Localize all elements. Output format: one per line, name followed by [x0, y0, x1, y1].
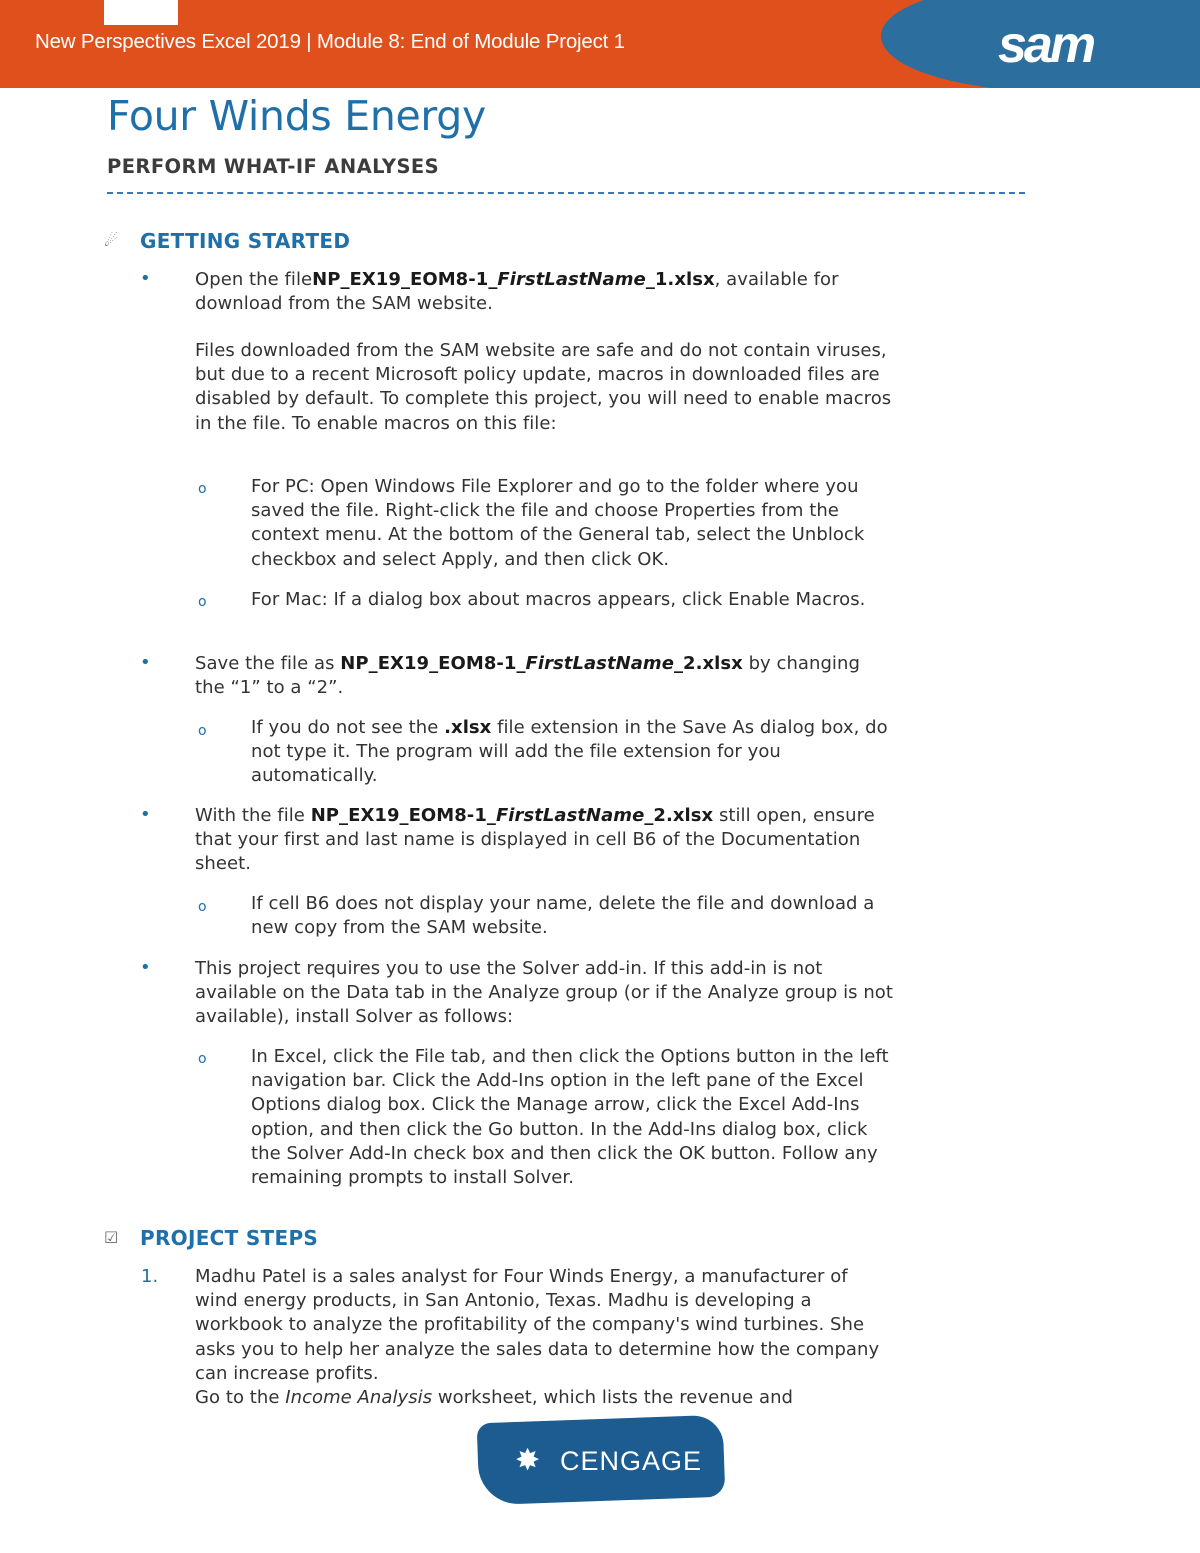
sam-logo: sam	[998, 16, 1094, 74]
cengage-logo: CENGAGE	[560, 1446, 703, 1476]
page-title: Four Winds Energy	[107, 92, 486, 140]
checklist-icon: ☑	[104, 1228, 119, 1247]
bullet-text: With the file NP_EX19_EOM8-1_FirstLastName_2.xlsx still open, ensure that your first and last name is displayed in cell B6 of the Documentation sheet.	[195, 805, 875, 875]
header-tab	[104, 0, 178, 25]
sub-bullet-text: For Mac: If a dialog box about macros appears, click Enable Macros.	[251, 589, 866, 610]
sub-bullet-marker: o	[198, 899, 207, 915]
bullet-text: Open the fileNP_EX19_EOM8-1_FirstLastName_1.xlsx, available for download from the SAM website.	[195, 269, 839, 315]
sub-bullet-text: In Excel, click the File tab, and then click the Options button in the left navigation bar. Click the Add-Ins option in the left pane of the Excel Options dialog box. Click the Manage arrow, click the Excel Add-Ins option, and then click the Go button. In the Add-Ins dialog box, click the Solver Add-In check box and then click the OK button. Follow any remaining prompts to install Solver.	[251, 1046, 889, 1189]
bullet-text: This project requires you to use the Solver add-in. If this add-in is not available on the Data tab in the Analyze group (or if the Analyze group is not available), install Solver as follows:	[195, 958, 893, 1028]
bullet-text: Save the file as NP_EX19_EOM8-1_FirstLastName_2.xlsx by changing the “1” to a “2”.	[195, 653, 860, 699]
getting-started-heading	[104, 229, 350, 253]
header-bar	[0, 0, 1200, 88]
project-steps-heading	[104, 1226, 318, 1250]
sub-bullet-text: If you do not see the .xlsx file extension in the Save As dialog box, do not type it. The program will add the file extension for you automatically.	[251, 717, 888, 787]
dashed-divider	[107, 192, 1025, 194]
bullet-marker: •	[140, 268, 151, 289]
sub-bullet-marker: o	[198, 481, 207, 497]
page-subtitle: PERFORM WHAT-IF ANALYSES	[107, 155, 440, 178]
bullet-marker: •	[140, 652, 151, 673]
getting-started-label: GETTING STARTED	[140, 229, 351, 253]
rocket-icon: ☄	[104, 231, 119, 250]
cengage-star-icon: ✸	[515, 1443, 541, 1478]
sub-bullet-marker: o	[198, 594, 207, 610]
sub-bullet-marker: o	[198, 1051, 207, 1067]
sub-bullet-text: If cell B6 does not display your name, delete the file and download a new copy from the SAM website.	[251, 893, 875, 939]
project-steps-label: PROJECT STEPS	[140, 1226, 319, 1250]
step-number: 1.	[141, 1266, 159, 1287]
step-text: Madhu Patel is a sales analyst for Four Winds Energy, a manufacturer of wind energy products, in San Antonio, Texas. Madhu is developing a workbook to analyze the profitability of the company's wind turbines. She asks you to help her analyze the sales data to determine how the company can increase profits. Go to the Income Analysis worksheet, which lists the revenue and	[195, 1266, 880, 1409]
bullet-paragraph: Files downloaded from the SAM website are safe and do not contain viruses, but due to a recent Microsoft policy update, macros in downloaded files are disabled by default. To complete this project, you will need to enable macros in the file. To enable macros on this file:	[195, 340, 892, 434]
header-title: New Perspectives Excel 2019 | Module 8: End of Module Project 1	[35, 30, 625, 53]
bullet-marker: •	[140, 957, 151, 978]
sub-bullet-text: For PC: Open Windows File Explorer and go to the folder where you saved the file. Right-click the file and choose Properties from the context menu. At the bottom of the General tab, select the Unblock checkbox and select Apply, and then click OK.	[251, 476, 865, 570]
bullet-marker: •	[140, 804, 151, 825]
sub-bullet-marker: o	[198, 723, 207, 739]
